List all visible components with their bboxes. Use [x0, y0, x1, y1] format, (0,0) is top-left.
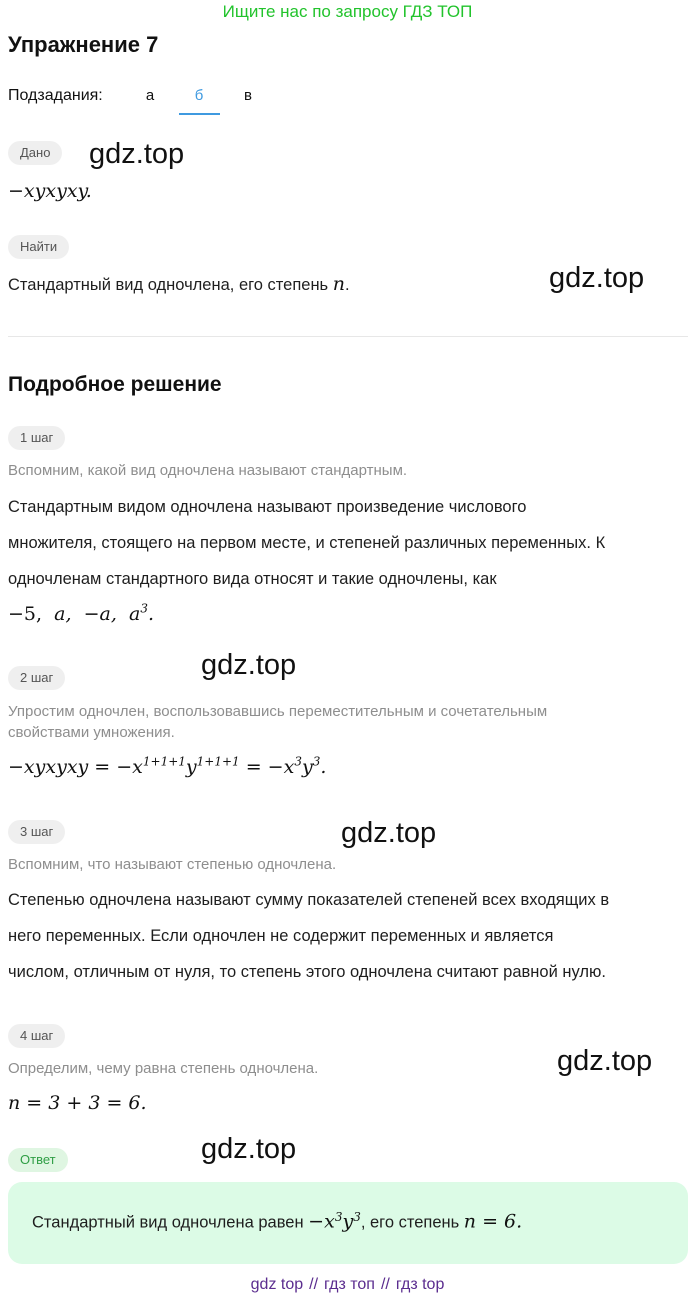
- watermark: gdz.top: [341, 817, 437, 849]
- math-term: n = 6.: [463, 1210, 523, 1233]
- step-1-text: [8, 489, 693, 597]
- math-exponent: 3: [140, 601, 148, 616]
- step-3-hint: Вспомним, что называют степенью одночлена.: [8, 856, 337, 873]
- math-term: −xyxyxy = −x: [8, 756, 143, 778]
- subtask-label: Подзадания:: [8, 87, 103, 104]
- step-1-math: [8, 603, 154, 625]
- footer-link[interactable]: гдз top: [395, 1276, 445, 1293]
- step-2-hint-line: Упростим одночлен, воспользовавшись переместительным и сочетательным: [8, 703, 548, 720]
- answer-label: , его степень: [360, 1213, 464, 1232]
- find-chip: Найти: [8, 235, 69, 259]
- footer-separator: //: [309, 1276, 319, 1293]
- tab-a[interactable]: а: [145, 87, 155, 104]
- step-4-hint: Определим, чему равна степень одночлена.: [8, 1060, 319, 1077]
- step-1-chip: 1 шаг: [8, 426, 65, 450]
- answer-label: Стандартный вид одночлена равен: [32, 1213, 309, 1232]
- given-expression: −xyxyxy.: [8, 180, 92, 202]
- footer-links: [0, 1276, 695, 1294]
- find-variable: n: [332, 273, 345, 295]
- math-exponent: 3: [294, 754, 302, 769]
- step-3-line: Степенью одночлена называют сумму показателей степеней всех входящих в: [8, 891, 610, 909]
- step-1-line: Стандартным видом одночлена называют произведение числового: [8, 498, 527, 516]
- step-1-hint: Вспомним, какой вид одночлена называют стандартным.: [8, 462, 408, 479]
- solution-heading: Подробное решение: [8, 373, 222, 396]
- given-chip: Дано: [8, 141, 62, 165]
- step-3-chip: 3 шаг: [8, 820, 65, 844]
- section-divider: [8, 336, 688, 337]
- find-end: .: [345, 276, 350, 294]
- math-end: .: [147, 603, 155, 625]
- math-end: .: [320, 756, 327, 778]
- math-term: −x: [308, 1210, 335, 1233]
- subtask-selector: [8, 86, 308, 116]
- step-4-math: n = 3 + 3 = 6.: [8, 1092, 147, 1114]
- math-exponent: 1+1+1: [142, 754, 186, 769]
- math-term: −a,: [83, 603, 117, 625]
- math-exponent: 1+1+1: [196, 754, 240, 769]
- active-tab-indicator: [179, 113, 220, 115]
- tab-v[interactable]: в: [244, 87, 252, 104]
- step-3-line: него переменных. Если одночлен не содержит переменных и является: [8, 927, 554, 945]
- step-1-line: множителя, стоящего на первом месте, и степеней различных переменных. К: [8, 534, 606, 552]
- math-exponent: 3: [312, 754, 321, 769]
- step-3-text: [8, 882, 693, 990]
- step-2-math: [8, 756, 326, 778]
- math-term: a,: [54, 603, 72, 625]
- step-2-hint-line: свойствами умножения.: [8, 724, 175, 741]
- math-exponent: 3: [334, 1210, 343, 1224]
- tab-b[interactable]: б: [194, 87, 204, 104]
- footer-link[interactable]: гдз топ: [324, 1276, 375, 1293]
- math-term: y: [185, 756, 197, 778]
- find-label: Стандартный вид одночлена, его степень: [8, 276, 333, 294]
- answer-chip: Ответ: [8, 1148, 68, 1172]
- math-term: y: [301, 756, 313, 778]
- math-term: y: [342, 1210, 354, 1233]
- math-term: = −x: [239, 756, 295, 778]
- footer-separator: //: [380, 1276, 390, 1293]
- find-text: [8, 273, 350, 295]
- watermark: gdz.top: [89, 138, 185, 170]
- watermark: gdz.top: [201, 1133, 297, 1165]
- answer-text: [32, 1210, 522, 1233]
- watermark: gdz.top: [549, 262, 645, 294]
- math-term: −5,: [8, 603, 43, 625]
- footer-link[interactable]: gdz top: [250, 1276, 304, 1293]
- step-4-chip: 4 шаг: [8, 1024, 65, 1048]
- step-2-hint: [8, 701, 547, 743]
- step-1-line: одночленам стандартного вида относят и такие одночлены, как: [8, 570, 497, 588]
- answer-box: [8, 1182, 688, 1264]
- step-2-chip: 2 шаг: [8, 666, 65, 690]
- page-title: Упражнение 7: [8, 32, 159, 57]
- math-term: a: [129, 603, 141, 625]
- search-banner: Ищите нас по запросу ГДЗ ТОП: [222, 2, 473, 21]
- math-exponent: 3: [353, 1210, 361, 1224]
- step-3-line: числом, отличным от нуля, то степень этого одночлена считают равной нулю.: [8, 963, 606, 981]
- watermark: gdz.top: [557, 1045, 653, 1077]
- watermark: gdz.top: [201, 649, 297, 681]
